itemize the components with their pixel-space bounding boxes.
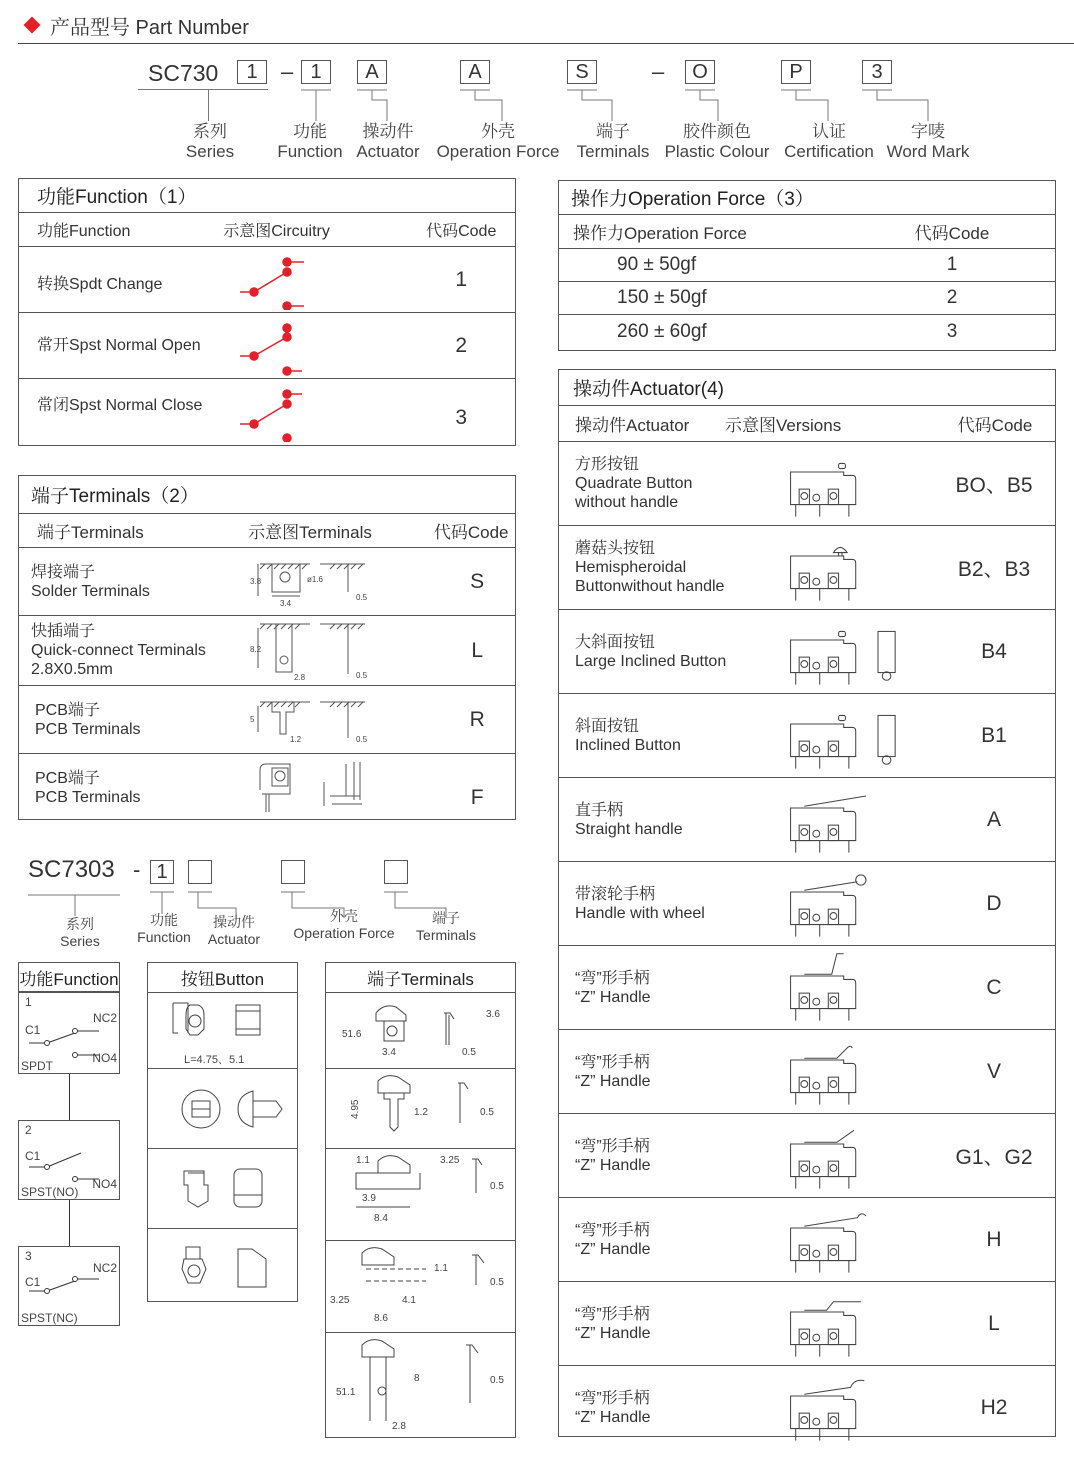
part-prefix: SC7303 bbox=[28, 856, 115, 883]
terminal-variant-3 bbox=[326, 1149, 515, 1241]
table-row: 方形按钮 Quadrate Button without handle BO、B5 bbox=[559, 442, 1055, 526]
svg-text:0.5: 0.5 bbox=[490, 1375, 504, 1386]
actuator-table bbox=[558, 369, 1056, 1437]
svg-text:8.4: 8.4 bbox=[374, 1213, 388, 1224]
solder-terminal-diagram bbox=[250, 552, 439, 612]
code-box-word-mark: 3 bbox=[862, 60, 892, 84]
svg-text:8.6: 8.6 bbox=[374, 1313, 388, 1324]
table-row: 常闭Spst Normal Close 3 bbox=[19, 379, 515, 445]
diamond-bullet-icon bbox=[24, 17, 41, 34]
svg-text:0.5: 0.5 bbox=[356, 592, 368, 602]
actuator-code: D bbox=[986, 891, 1002, 915]
svg-text:3.4: 3.4 bbox=[280, 598, 292, 608]
actuator-zl-diagram bbox=[773, 1288, 933, 1360]
label-terminals: 端子 Terminals bbox=[576, 122, 650, 161]
actuator-code: B4 bbox=[981, 639, 1007, 663]
svg-text:5: 5 bbox=[250, 714, 255, 724]
actuator-code: B2、B3 bbox=[957, 557, 1031, 581]
table-row: 90 ± 50gf 1 bbox=[559, 249, 1055, 282]
actuator-code: A bbox=[986, 807, 1001, 831]
svg-text:1.1: 1.1 bbox=[434, 1263, 448, 1274]
table-row: 大斜面按钮 Large Inclined Button B4 bbox=[559, 610, 1055, 694]
svg-text:0.5: 0.5 bbox=[356, 670, 368, 680]
actuator-wheel-diagram bbox=[773, 868, 933, 940]
label-certification: 认证 Certification bbox=[784, 122, 874, 161]
svg-text:51.6: 51.6 bbox=[342, 1029, 362, 1040]
svg-text:1.2: 1.2 bbox=[290, 734, 302, 744]
table-row: 快插端子 Quick-connect Terminals 2.8X0.5mm 8.2 2.8 0.5 L bbox=[19, 616, 515, 686]
svg-text:0.5: 0.5 bbox=[356, 734, 368, 744]
label-actuator: 操动件 Actuator bbox=[356, 122, 420, 161]
spst-no-circuit-icon bbox=[238, 316, 407, 376]
terminal-variant-4 bbox=[326, 1241, 515, 1333]
sc7303-button-panel: 按钮Button L=4.75、5.1 bbox=[147, 962, 298, 1302]
actuator-straight-diagram bbox=[773, 784, 933, 856]
actuator-inclined-diagram bbox=[773, 700, 933, 772]
actuator-button-diagram bbox=[773, 448, 933, 520]
button-variant-round bbox=[148, 1229, 297, 1301]
table-row: 蘑菇头按钮 Hemispheroidal Buttonwithout handle B2、B3 bbox=[559, 526, 1055, 610]
quick-connect-terminal-diagram bbox=[250, 618, 439, 684]
part-prefix: SC730 bbox=[148, 60, 219, 86]
svg-text:4.1: 4.1 bbox=[402, 1295, 416, 1306]
table-header: 端子Terminals 示意图Terminals 代码Code bbox=[19, 514, 515, 548]
spdt-switch-icon bbox=[19, 993, 119, 1073]
code-box-function: 1 bbox=[150, 860, 174, 884]
actuator-zc-diagram bbox=[773, 952, 933, 1024]
table-row: 常开Spst Normal Open 2 bbox=[19, 313, 515, 379]
section-title: 产品型号 Part Number bbox=[50, 16, 249, 39]
svg-text:1.2: 1.2 bbox=[414, 1107, 428, 1118]
table-header: 操动件Actuator 示意图Versions 代码Code bbox=[559, 406, 1055, 442]
sc7303-terminals-panel: 端子Terminals 51.6 3.4 3.6 0.5 4.95 1.2 0.5 1.1 3.25 3.9 8.4 0.5 1.1 3.25 4.1 8.6 0.5 8 51.1 2.8 0.5 bbox=[325, 962, 516, 1438]
actuator-zh2-diagram bbox=[773, 1372, 933, 1444]
sc7303-function-spst-no: 2 C1 NO4 SPST(NO) bbox=[18, 1120, 120, 1200]
svg-text:4.95: 4.95 bbox=[350, 1099, 361, 1119]
terminal-variant-1 bbox=[326, 993, 515, 1069]
table-title: 端子Terminals（2） bbox=[19, 476, 515, 514]
svg-text:8.2: 8.2 bbox=[250, 644, 262, 654]
button-variant-mushroom bbox=[148, 1069, 297, 1149]
code-box-terminals: S bbox=[567, 60, 597, 84]
actuator-code: B1 bbox=[981, 723, 1007, 747]
code-box-function: 1 bbox=[301, 60, 331, 84]
table-title: 操动件Actuator(4) bbox=[559, 370, 1055, 406]
button-variant-quadrate: L=4.75、5.1 bbox=[148, 993, 297, 1069]
actuator-zh-diagram bbox=[773, 1204, 933, 1276]
svg-text:0.5: 0.5 bbox=[480, 1107, 494, 1118]
actuator-code: C bbox=[986, 975, 1002, 999]
sc7303-function-spst-nc: 3 C1 NC2 SPST(NC) bbox=[18, 1246, 120, 1326]
actuator-code: G1、G2 bbox=[955, 1145, 1033, 1169]
actuator-mushroom-diagram bbox=[773, 532, 933, 604]
table-row: “弯”形手柄 “Z” Handle H2 bbox=[559, 1366, 1055, 1450]
sc7303-function-spdt: 1 C1 NC2 NO4 SPDT bbox=[18, 992, 120, 1074]
table-header: 功能Function 示意图Circuitry 代码Code bbox=[19, 213, 515, 247]
actuator-code: V bbox=[986, 1059, 1001, 1083]
pcb-terminal-diagram bbox=[250, 690, 439, 750]
svg-text:0.5: 0.5 bbox=[462, 1047, 476, 1058]
actuator-code: BO、B5 bbox=[955, 473, 1033, 497]
svg-text:3.25: 3.25 bbox=[330, 1295, 350, 1306]
spdt-circuit-icon bbox=[238, 250, 407, 310]
svg-text:1.1: 1.1 bbox=[356, 1155, 370, 1166]
spst-nc-circuit-icon bbox=[238, 382, 407, 442]
spst-no-switch-icon bbox=[19, 1121, 119, 1201]
label-operation-force: 外壳 Operation Force bbox=[436, 122, 560, 161]
svg-text:3.8: 3.8 bbox=[250, 576, 262, 586]
svg-text:3.25: 3.25 bbox=[440, 1155, 460, 1166]
sc7303-part-number: SC7303 - 1 系列 Series 功能 Function 操动件 Actuator 外壳 Operation Force 端子 Terminals bbox=[28, 856, 476, 949]
table-row: 150 ± 50gf 2 bbox=[559, 282, 1055, 315]
actuator-code: H bbox=[986, 1227, 1002, 1251]
divider bbox=[18, 43, 1074, 44]
table-row: “弯”形手柄 “Z” Handle C bbox=[559, 946, 1055, 1030]
actuator-zg-diagram bbox=[773, 1120, 933, 1192]
sc7303-function-title: 功能Function bbox=[18, 962, 120, 992]
table-row: 斜面按钮 Inclined Button B1 bbox=[559, 694, 1055, 778]
code-box-operation-force: A bbox=[460, 60, 490, 84]
table-row: 转换Spdt Change 1 bbox=[19, 247, 515, 313]
table-row: PCB端子 PCB Terminals F bbox=[19, 754, 515, 822]
section-header bbox=[22, 10, 249, 40]
pcb-f-terminal-diagram bbox=[250, 756, 439, 820]
table-row: 260 ± 60gf 3 bbox=[617, 320, 958, 342]
svg-text:2.8: 2.8 bbox=[392, 1421, 406, 1432]
table-row: “弯”形手柄 “Z” Handle V bbox=[559, 1030, 1055, 1114]
table-row: PCB端子 PCB Terminals 5 1.2 0.5 R bbox=[19, 686, 515, 754]
svg-text:ø1.6: ø1.6 bbox=[307, 574, 324, 584]
svg-text:51.1: 51.1 bbox=[336, 1387, 356, 1398]
svg-text:3.9: 3.9 bbox=[362, 1193, 376, 1204]
actuator-zv-diagram bbox=[773, 1036, 933, 1108]
table-row: 焊接端子 Solder Terminals 3.8 3.4 ø1.6 0.5 S bbox=[19, 548, 515, 616]
table-header: 操作力Operation Force 代码Code bbox=[559, 215, 1055, 249]
actuator-code: H2 bbox=[980, 1396, 1008, 1419]
table-row: “弯”形手柄 “Z” Handle H bbox=[559, 1198, 1055, 1282]
table-title: 操作力Operation Force（3） bbox=[559, 181, 1055, 215]
table-row: 直手柄 Straight handle A bbox=[559, 778, 1055, 862]
spst-nc-switch-icon bbox=[19, 1247, 119, 1327]
terminal-variant-5 bbox=[326, 1333, 515, 1437]
actuator-code: L bbox=[988, 1311, 1000, 1335]
operation-force-table bbox=[558, 180, 1056, 351]
svg-text:3.6: 3.6 bbox=[486, 1009, 500, 1020]
table-row: 带滚轮手柄 Handle with wheel D bbox=[559, 862, 1055, 946]
svg-text:8: 8 bbox=[414, 1373, 420, 1384]
label-series: 系列 Series bbox=[185, 122, 235, 161]
table-row: “弯”形手柄 “Z” Handle L bbox=[559, 1282, 1055, 1366]
button-variant-inclined bbox=[148, 1149, 297, 1229]
svg-text:2.8: 2.8 bbox=[294, 672, 306, 682]
code-box-certification: P bbox=[781, 60, 811, 84]
svg-text:0.5: 0.5 bbox=[490, 1181, 504, 1192]
svg-text:0.5: 0.5 bbox=[490, 1277, 504, 1288]
code-box-plastic-colour: O bbox=[685, 60, 715, 84]
code-box-actuator: A bbox=[357, 60, 387, 84]
table-title: 功能Function（1） bbox=[19, 179, 515, 213]
code-box-series-digit: 1 bbox=[237, 60, 267, 84]
label-function: 功能 Function bbox=[277, 122, 343, 161]
label-word-mark: 字唛 Word Mark bbox=[886, 122, 970, 161]
label-plastic-colour: 胶件颜色 Plastic Colour bbox=[664, 122, 770, 161]
function-table bbox=[18, 178, 516, 446]
terminals-table bbox=[18, 475, 516, 820]
terminal-variant-2 bbox=[326, 1069, 515, 1149]
connector-lines bbox=[0, 55, 1074, 125]
part-number-code: SC730 1 – 1 A A S – O P 3 系列 Series 功能 Function 操动件 Actuator 外壳 Operation Force 端子 Terminals 胶件颜色 Plastic Colour 认证 Certification 字唛 Word Mark bbox=[0, 55, 1074, 170]
table-row: “弯”形手柄 “Z” Handle G1、G2 bbox=[559, 1114, 1055, 1198]
svg-text:3.4: 3.4 bbox=[382, 1047, 396, 1058]
actuator-inclined-diagram bbox=[773, 616, 933, 688]
